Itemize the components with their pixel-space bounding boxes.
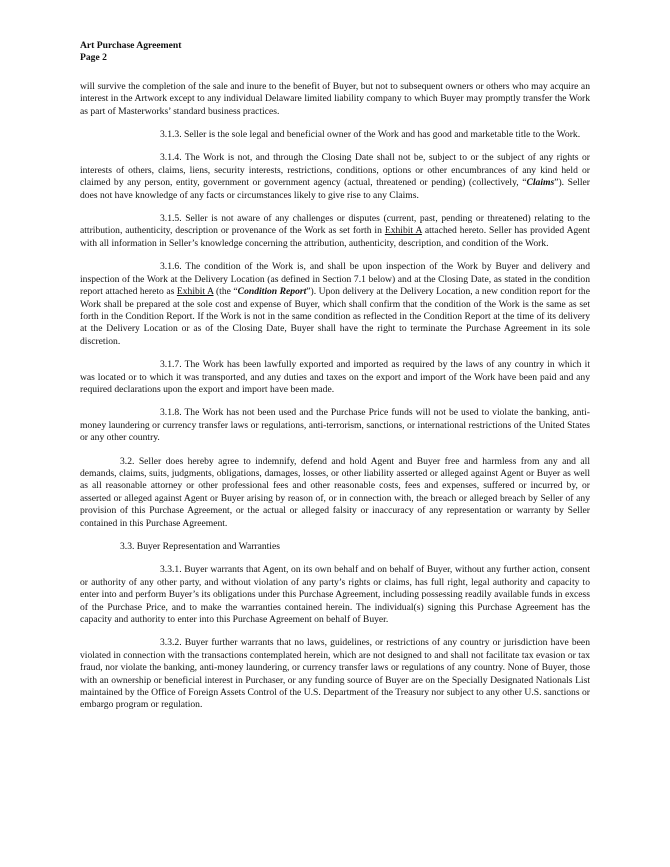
paragraph-3-3-2: 3.3.2. Buyer further warrants that no laws, guidelines, or restrictions of any country or jurisdiction have been violated in connection with the transactions contemplated herein, which are not designed to and shall not facilitate tax evasion or tax fraud, nor violate the banking, anti-money laundering, or currency transfer laws or regulations of any country. None of Buyer, those with an ownership or beneficial interest in Purchaser, or any funding source of Buyer are on the Specially Designated Nationals List maintained by the Office of Foreign Assets Control of the U.S. Department of the Treasury nor subject to any other U.S. sanctions or embargo program or regulation. bbox=[80, 637, 590, 711]
paragraph-3-1-6: 3.1.6. The condition of the Work is, and shall be upon inspection of the Work by Buyer and delivery and inspection of the Work at the Delivery Location (as defined in Section 7.1 below) and at the Closing Date, as stated in the condition report attached hereto as Exhibit A (the “Condition Report”). Upon delivery at the Delivery Location, a new condition report for the Work shall be prepared at the sole cost and expense of Buyer, which shall confirm that the condition of the Work is the same as set forth in the Condition Report. If the Work is not in the same condition as reflected in the Condition Report at the time of its delivery at the Delivery Location or as of the Closing Date, Buyer shall have the right to terminate the Purchase Agreement in its sole discretion. bbox=[80, 261, 590, 347]
page-number: Page 2 bbox=[80, 52, 107, 64]
paragraph-3-1-3: 3.1.3. Seller is the sole legal and beneficial owner of the Work and has good and marketable title to the Work. bbox=[160, 129, 581, 141]
exhibit-a-reference: Exhibit A bbox=[176, 286, 214, 298]
claims-term: Claims bbox=[526, 177, 555, 189]
paragraph-3-1-8: 3.1.8. The Work has not been used and the Purchase Price funds will not be used to violate the banking, anti-money laundering or currency transfer laws or regulations, anti-terrorism, sanctions, or international restrictions of the United States or any other country. bbox=[80, 407, 590, 444]
paragraph-3-1-7: 3.1.7. The Work has been lawfully exported and imported as required by the laws of any country in which it was located or to which it was transported, and any duties and taxes on the export and import of the Work have been paid and any required declarations upon the export and import have been made. bbox=[80, 359, 590, 395]
paragraph-3-3-1: 3.3.1. Buyer warrants that Agent, on its own behalf and on behalf of Buyer, without any further action, consent or authority of any other party, and without violation of any party’s rights or claims, has full right, legal authority and capacity to enter into and perform Buyer’s its obligations under this Purchase Agreement, including possessing readily available funds in excess of the Purchase Price, and to make the warranties contained herein. The individual(s) signing this Purchase Agreement has the capacity and authority to enter into this Purchase Agreement on behalf of Buyer. bbox=[80, 564, 590, 626]
condition-report-term: Condition Report bbox=[237, 286, 307, 298]
section-3-3-heading: 3.3. Buyer Representation and Warranties bbox=[120, 541, 280, 552]
paragraph-3-2: 3.2. Seller does hereby agree to indemnify, defend and hold Agent and Buyer free and harmless from any and all demands, claims, suits, judgments, obligations, damages, losses, or other liability asserted or alleged against Agent or Buyer as well as all reasonable attorney or other professional fees and other reasonable costs, fees and expenses, suffered or incurred by, or asserted or alleged against Agent or Buyer arising by reason of, or in connection with, the breach or alleged breach by Seller of any provision of this Purchase Agreement, or the actual or alleged falsity or inaccuracy of any representation or warranty by Seller contained in this Purchase Agreement. bbox=[80, 455, 590, 529]
paragraph-3-1-5: 3.1.5. Seller is not aware of any challenges or disputes (current, past, pending or threatened) relating to the attribution, authenticity, description or provenance of the Work as set forth in Exhibit A attached hereto. Seller has provided Agent with all information in Seller’s knowledge concerning the attribution, authenticity, description, and condition of the Work. bbox=[80, 213, 591, 249]
exhibit-a-reference: Exhibit A bbox=[384, 225, 422, 237]
paragraph-continuation: will survive the completion of the sale and inure to the benefit of Buyer, but not to subsequent owners or others who may acquire an interest in the Artwork except to any individual Delaware limited liability company to which Buyer may promptly transfer the Work as part of Masterworks’ standard business practices. bbox=[80, 80, 590, 117]
page-header bbox=[80, 40, 590, 65]
document-title: Art Purchase Agreement bbox=[80, 40, 182, 51]
paragraph-3-1-4: 3.1.4. The Work is not, and through the Closing Date shall not be, subject to or the subject of any rights or interests of others, claims, liens, security interests, restrictions, conditions, options or other encumbrances of any kind held or claimed by any person, entity, government or government agency (actual, threatened or pending) (collectively, “Claims”). Seller does not have knowledge of any facts or circumstances likely to give rise to any Claims. bbox=[80, 152, 590, 201]
